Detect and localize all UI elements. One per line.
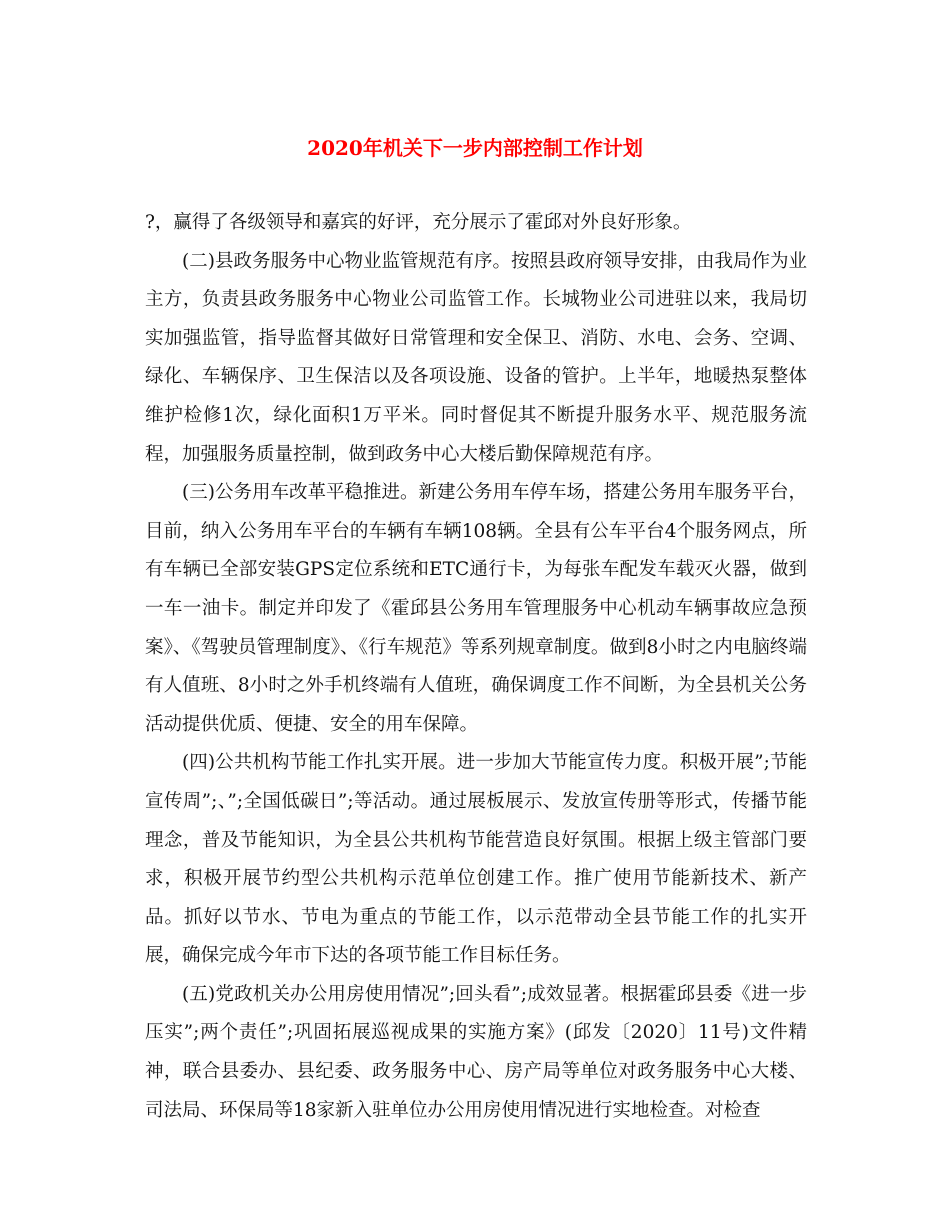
paragraph-office-space-review: (五)党政机关办公用房使用情况”;回头看”;成效显著。根据霍邱县委《进一步压实”;两个责任”;巩固拓展巡视成果的实施方案》(邱发〔2020〕11号)文件精神，联合县委办、县纪委、政务服务中心、房产局等单位对政务服务中心大楼、司法局、环保局等18家新入驻单位办公用房使用情况进行实地检查。对检查 <box>145 983 807 1121</box>
paragraph-property-supervision: (二)县政务服务中心物业监管规范有序。按照县政府领导安排，由我局作为业主方，负责县政务服务中心物业公司监管工作。长城物业公司进驻以来，我局切实加强监管，指导监督其做好日常管理和安全保卫、消防、水电、会务、空调、绿化、车辆保序、卫生保洁以及各项设施、设备的管护。上半年，地暖热泵整体维护检修1次，绿化面积1万平米。同时督促其不断提升服务水平、规范服务流程，加强服务质量控制，做到政务中心大楼后勤保障规范有序。 <box>145 250 807 465</box>
paragraph-vehicle-reform: (三)公务用车改革平稳推进。新建公务用车停车场，搭建公务用车服务平台，目前，纳入公务用车平台的车辆有车辆108辆。全县有公车平台4个服务网点，所有车辆已全部安装GPS定位系统和ETC通行卡，为每张车配发车载灭火器，做到一车一油卡。制定并印发了《霍邱县公务用车管理服务中心机动车辆事故应急预案》、《驾驶员管理制度》、《行车规范》等系列规章制度。做到8小时之内电脑终端有人值班、8小时之外手机终端有人值班，确保调度工作不间断，为全县机关公务活动提供优质、便捷、安全的用车保障。 <box>145 482 807 735</box>
document-body <box>145 204 807 1130</box>
paragraph-energy-saving: (四)公共机构节能工作扎实开展。进一步加大节能宣传力度。积极开展”;节能宣传周”;、”;全国低碳日”;等活动。通过展板展示、发放宣传册等形式，传播节能理念，普及节能知识，为全县公共机构节能营造良好氛围。根据上级主管部门要求，积极开展节约型公共机构示范单位创建工作。推广使用节能新技术、新产品。抓好以节水、节电为重点的节能工作，以示范带动全县节能工作的扎实开展，确保完成今年市下达的各项节能工作目标任务。 <box>145 752 807 967</box>
paragraph-continuation: ?，赢得了各级领导和嘉宾的好评，充分展示了霍邱对外良好形象。 <box>145 212 692 233</box>
document-title: 2020年机关下一步内部控制工作计划 <box>307 136 643 160</box>
